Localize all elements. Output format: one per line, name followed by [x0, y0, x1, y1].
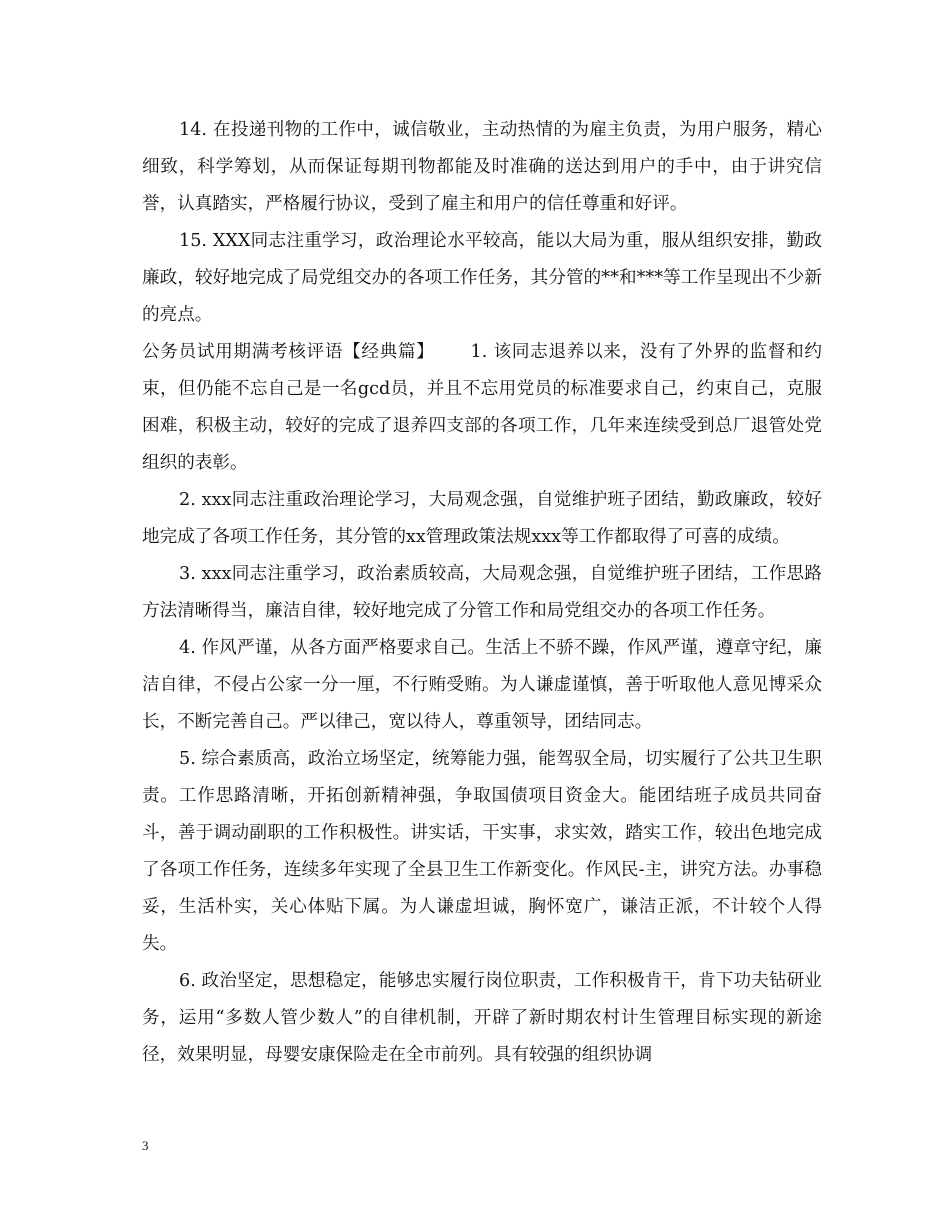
paragraph-14: 14. 在投递刊物的工作中，诚信敬业，主动热情的为雇主负责，为用户服务，精心细致，科学筹划，从而保证每期刊物都能及时准确的送达到用户的手中，由于讲究信誉，认真踏实，严格履行协议，受到了雇主和用户的信任尊重和好评。	[142, 120, 822, 214]
item-1-text: 1. 该同志退养以来，没有了外界的监督和约束，但仍能不忘自己是一名gcd员，并且不忘用党员的标准要求自己，约束自己，克服困难，积极主动，较好的完成了退养四支部的各项工作，几年来连续受到总厂退管处党组织的表彰。	[142, 342, 822, 473]
item-5: 5. 综合素质高，政治立场坚定，统筹能力强，能驾驭全局，切实履行了公共卫生职责。工作思路清晰，开拓创新精神强，争取国债项目资金大。能团结班子成员共同奋斗，善于调动副职的工作积极性。讲实话，干实事，求实效，踏实工作，较出色地完成了各项工作任务，连续多年实现了全县卫生工作新变化。作风民-主，讲究方法。办事稳妥，生活朴实，关心体贴下属。为人谦虚坦诚，胸怀宽广，谦洁正派，不计较个人得失。	[142, 749, 822, 954]
item-2: 2. xxx同志注重政治理论学习，大局观念强，自觉维护班子团结，勤政廉政，较好地完成了各项工作任务，其分管的xx管理政策法规xxx等工作都取得了可喜的成绩。	[142, 490, 822, 547]
item-6: 6. 政治坚定，思想稳定，能够忠实履行岗位职责，工作积极肯干，肯下功夫钻研业务，运用“多数人管少数人”的自律机制，开辟了新时期农村计生管理目标实现的新途径，效果明显，母婴安康保险走在全市前列。具有较强的组织协调	[142, 971, 822, 1065]
item-3: 3. xxx同志注重学习，政治素质较高，大局观念强，自觉维护班子团结，工作思路方法清晰得当，廉洁自律，较好地完成了分管工作和局党组交办的各项工作任务。	[142, 564, 822, 621]
section-paragraph	[142, 334, 822, 482]
item-4: 4. 作风严谨，从各方面严格要求自己。生活上不骄不躁，作风严谨，遵章守纪，廉洁自律，不侵占公家一分一厘，不行贿受贿。为人谦虚谨慎，善于听取他人意见博采众长，不断完善自己。严以律己，宽以待人，尊重领导，团结同志。	[142, 638, 822, 732]
document-body	[142, 112, 822, 1074]
section-heading: 公务员试用期满考核评语【经典篇】	[142, 342, 435, 362]
page-number: 3	[142, 1138, 149, 1153]
paragraph-15: 15. XXX同志注重学习，政治理论水平较高，能以大局为重，服从组织安排，勤政廉政，较好地完成了局党组交办的各项工作任务，其分管的**和***等工作呈现出不少新的亮点。	[142, 231, 822, 325]
